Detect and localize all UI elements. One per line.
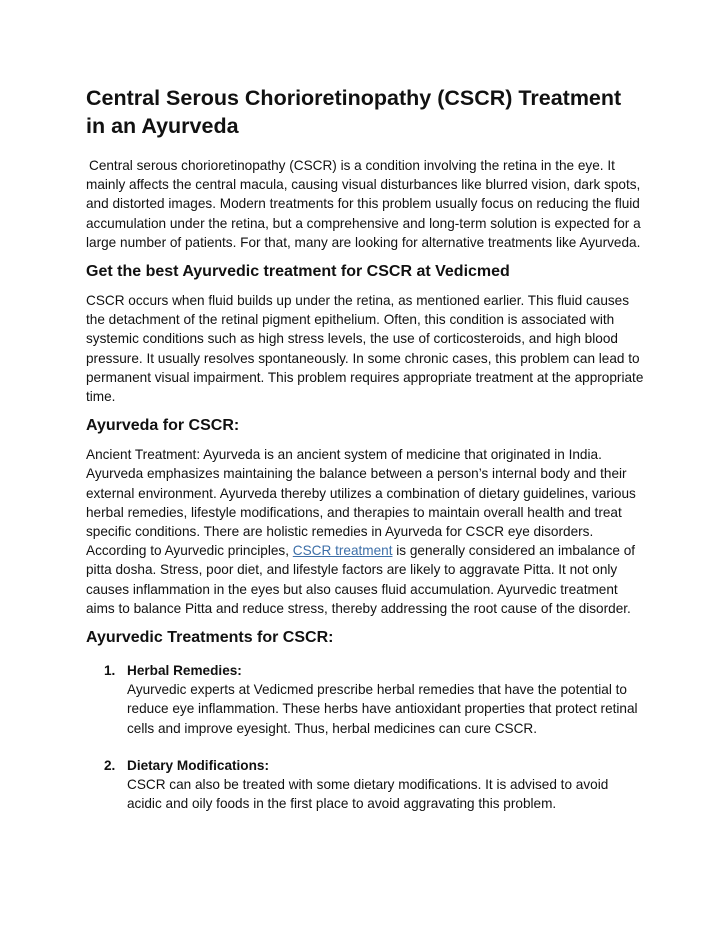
ayurveda-text-before-link: Ancient Treatment: Ayurveda is an ancient system of medicine that originated in India. Ayurveda emphasizes maintaining the balance between a person’s internal body and their external environment. Ayurveda thereby utilizes a combination of dietary guidelines, various herbal remedies, lifestyle modifications, and therapies to maintain overall health and treat specific conditions. There are holistic remedies in Ayurveda for CSCR eye disorders. According to Ayurvedic principles, xyxy=(86,447,636,559)
ayurveda-text-after-link: is generally considered an imbalance of pitta dosha. Stress, poor diet, and lifestyle factors are likely to aggravate Pitta. It not only causes inflammation in the eyes but also causes fluid accumulation. Ayurvedic treatment aims to balance Pitta and reduce stress, thereby addressing the root cause of the disorder. xyxy=(86,543,636,616)
section-heading-ayurveda: Ayurveda for CSCR: xyxy=(86,417,240,435)
section-heading-treatments: Ayurvedic Treatments for CSCR: xyxy=(86,629,334,647)
document-content xyxy=(86,84,646,831)
page-title: Central Serous Chorioretinopathy (CSCR) Treatment in an Ayurveda xyxy=(86,86,622,138)
list-item-title: Dietary Modifications: xyxy=(127,757,269,773)
list-item-number: 2. xyxy=(104,757,116,773)
cscr-description-paragraph: CSCR occurs when fluid builds up under the retina, as mentioned earlier. This fluid causes the detachment of the retinal pigment epithelium. Often, this condition is associated with systemic conditions such as high stress levels, the use of corticosteroids, and high blood pressure. It usually resolves spontaneously. In some chronic cases, this problem can lead to permanent visual impairment. This problem requires appropriate treatment at the appropriate time. xyxy=(86,293,644,405)
list-item-title: Herbal Remedies: xyxy=(127,663,242,679)
treatments-list xyxy=(86,661,646,813)
list-item-text: Ayurvedic experts at Vedicmed prescribe herbal remedies that have the potential to reduce eye inflammation. These herbs have antioxidant properties that protect retinal cells and improve eyesight. Thus, herbal medicines can cure CSCR. xyxy=(127,682,638,736)
intro-paragraph: Central serous chorioretinopathy (CSCR) is a condition involving the retina in the eye. It mainly affects the central macula, causing visual disturbances like blurred vision, dark spots, and distorted images. Modern treatments for this problem usually focus on reducing the fluid accumulation under the retina, but a comprehensive and long-term solution is expected for a large number of patients. For that, many are looking for alternative treatments like Ayurveda. xyxy=(86,158,641,250)
list-item xyxy=(86,661,646,738)
list-item xyxy=(86,756,646,814)
cscr-treatment-link[interactable]: CSCR treatment xyxy=(292,543,393,559)
ayurveda-paragraph xyxy=(86,445,646,618)
list-item-text: CSCR can also be treated with some dietary modifications. It is advised to avoid acidic and oily foods in the first place to avoid aggravating this problem. xyxy=(127,777,609,812)
list-item-number: 1. xyxy=(104,663,116,679)
section-heading-vedicmed: Get the best Ayurvedic treatment for CSCR at Vedicmed xyxy=(86,263,510,281)
